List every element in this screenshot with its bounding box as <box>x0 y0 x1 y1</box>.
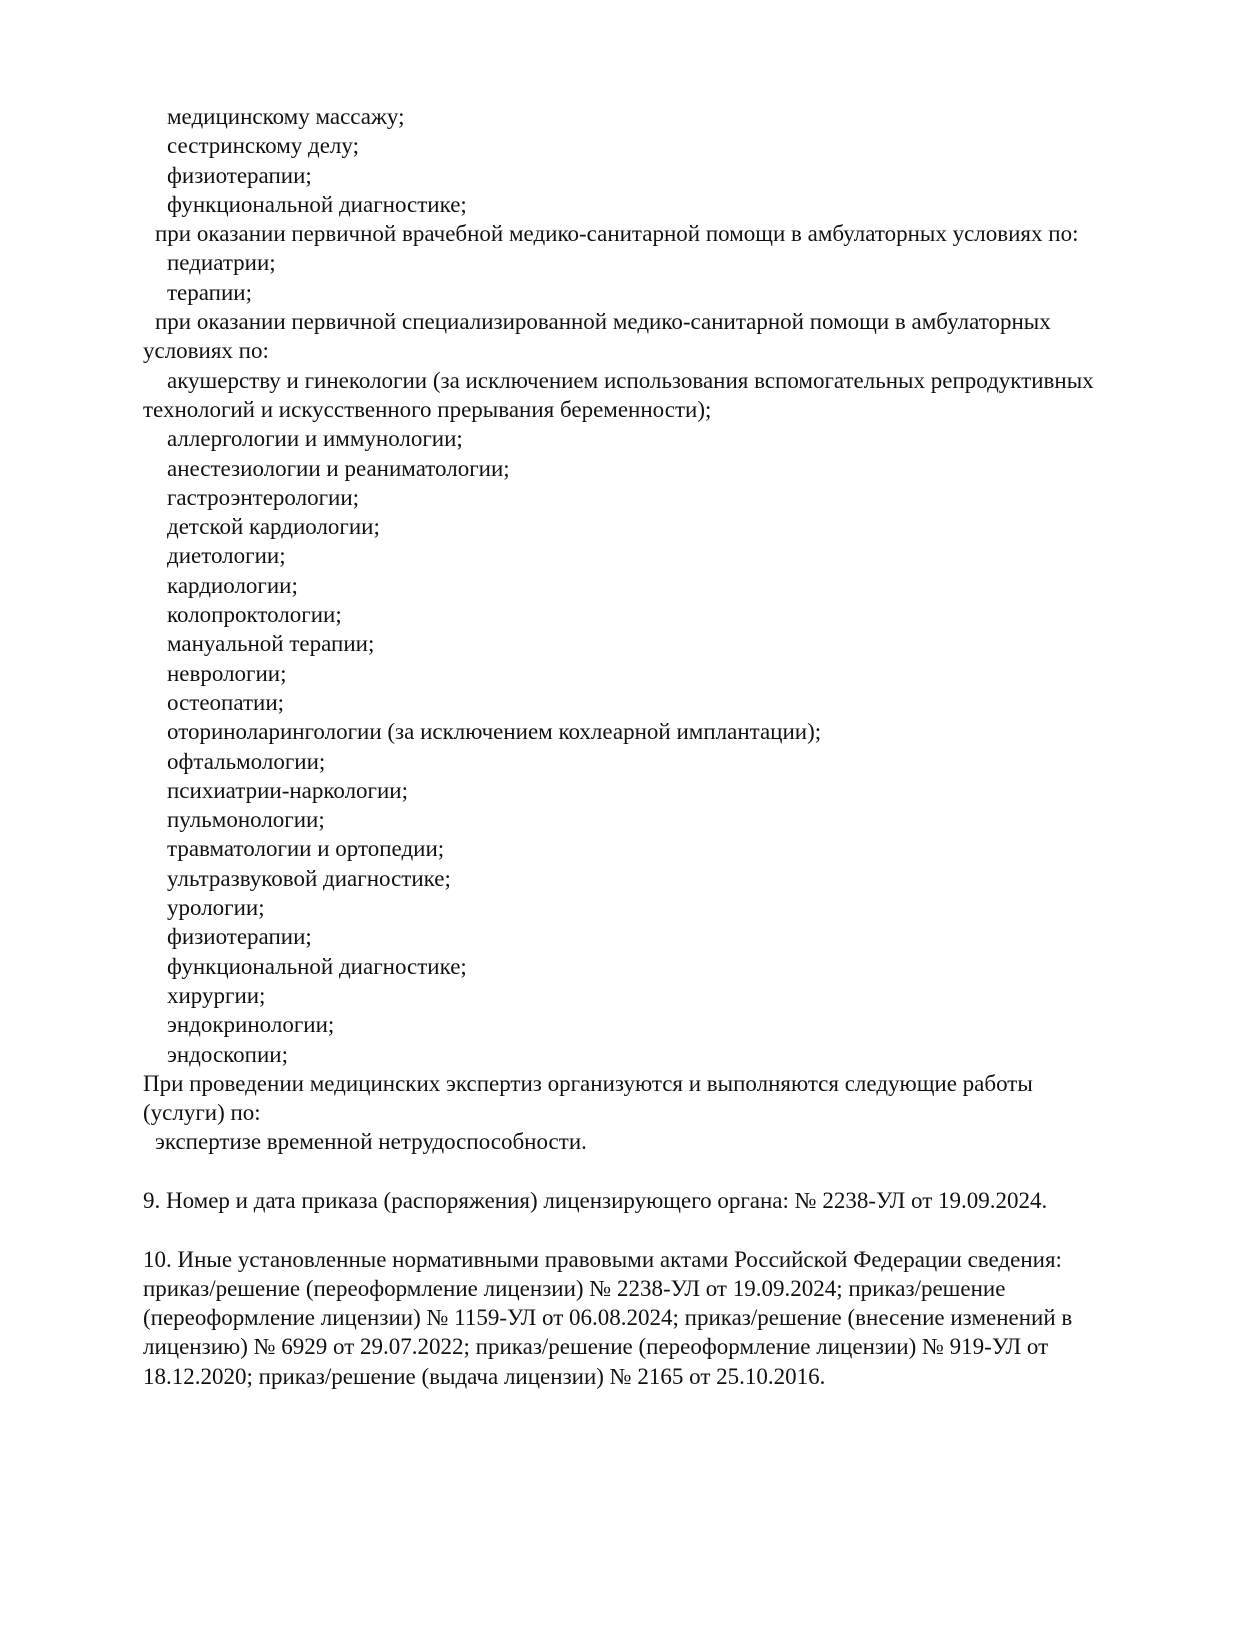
primary-specialized-section <box>143 307 1143 1069</box>
list-item: анестезиологии и реаниматологии; <box>167 455 510 481</box>
list-item: физиотерапии; <box>167 162 312 188</box>
list-item: психиатрии-наркологии; <box>167 777 408 803</box>
section-heading-continued: (услуги) по: <box>143 1100 261 1126</box>
list-item: ультразвуковой диагностике; <box>167 865 451 891</box>
paragraph-line: лицензию) № 6929 от 29.07.2022; приказ/решение (переоформление лицензии) № 919-УЛ от <box>143 1334 1049 1360</box>
list-item: гастроэнтерологии; <box>167 484 360 510</box>
list-item: детской кардиологии; <box>167 514 380 540</box>
list-item: функциональной диагностике; <box>167 191 467 217</box>
section-heading: при оказании первичной врачебной медико-санитарной помощи в амбулаторных условиях по: <box>155 221 1079 247</box>
list-item: диетологии; <box>167 543 286 569</box>
list-item: мануальной терапии; <box>167 631 375 657</box>
list-item: хирургии; <box>167 982 266 1008</box>
list-item: эндоскопии; <box>167 1041 288 1067</box>
list-item: остеопатии; <box>167 689 285 715</box>
list-item: неврологии; <box>167 660 287 686</box>
expertise-section <box>143 1069 1143 1157</box>
section-heading-continued: условиях по: <box>143 338 269 364</box>
other-info-paragraph <box>143 1245 1143 1391</box>
list-item: травматологии и ортопедии; <box>167 836 445 862</box>
list-item: акушерству и гинекологии (за исключением использования вспомогательных репродуктивных <box>167 367 1094 393</box>
list-item: терапии; <box>167 279 252 305</box>
list-item: эндокринологии; <box>167 1012 335 1038</box>
paragraph-line: приказ/решение (переоформление лицензии) № 2238-УЛ от 19.09.2024; приказ/решение <box>143 1275 1006 1301</box>
list-item: функциональной диагностике; <box>167 953 467 979</box>
order-number-paragraph: 9. Номер и дата приказа (распоряжения) лицензирующего органа: № 2238-УЛ от 19.09.2024. <box>143 1187 1048 1213</box>
paragraph-line: 18.12.2020; приказ/решение (выдача лицензии) № 2165 от 25.10.2016. <box>143 1363 826 1389</box>
top-services-list <box>143 102 1143 219</box>
list-item: офтальмологии; <box>167 748 326 774</box>
list-item: медицинскому массажу; <box>167 104 405 129</box>
section-heading: При проведении медицинских экспертиз организуются и выполняются следующие работы <box>143 1070 1033 1096</box>
paragraph-gap <box>143 1157 1143 1186</box>
list-item: педиатрии; <box>167 250 276 276</box>
paragraph-line: 10. Иные установленные нормативными правовыми актами Российской Федерации сведения: <box>143 1246 1062 1272</box>
list-item: сестринскому делу; <box>167 133 359 159</box>
list-item-continued: технологий и искусственного прерывания беременности); <box>143 396 712 422</box>
license-document-page <box>143 102 1143 1391</box>
list-item: физиотерапии; <box>167 924 312 950</box>
primary-doctor-section <box>143 219 1143 307</box>
list-item: урологии; <box>167 895 265 921</box>
list-item: пульмонологии; <box>167 807 325 833</box>
list-item: оториноларингологии (за исключением кохлеарной имплантации); <box>167 719 822 745</box>
section-heading: при оказании первичной специализированной медико-санитарной помощи в амбулаторных <box>155 309 1051 335</box>
list-item: кардиологии; <box>167 572 298 598</box>
paragraph-line: (переоформление лицензии) № 1159-УЛ от 06.08.2024; приказ/решение (внесение изменений в <box>143 1305 1073 1331</box>
list-item: аллергологии и иммунологии; <box>167 426 463 452</box>
paragraph-gap <box>143 1215 1143 1244</box>
list-item: экспертизе временной нетрудоспособности. <box>155 1129 587 1155</box>
list-item: колопроктологии; <box>167 602 342 628</box>
